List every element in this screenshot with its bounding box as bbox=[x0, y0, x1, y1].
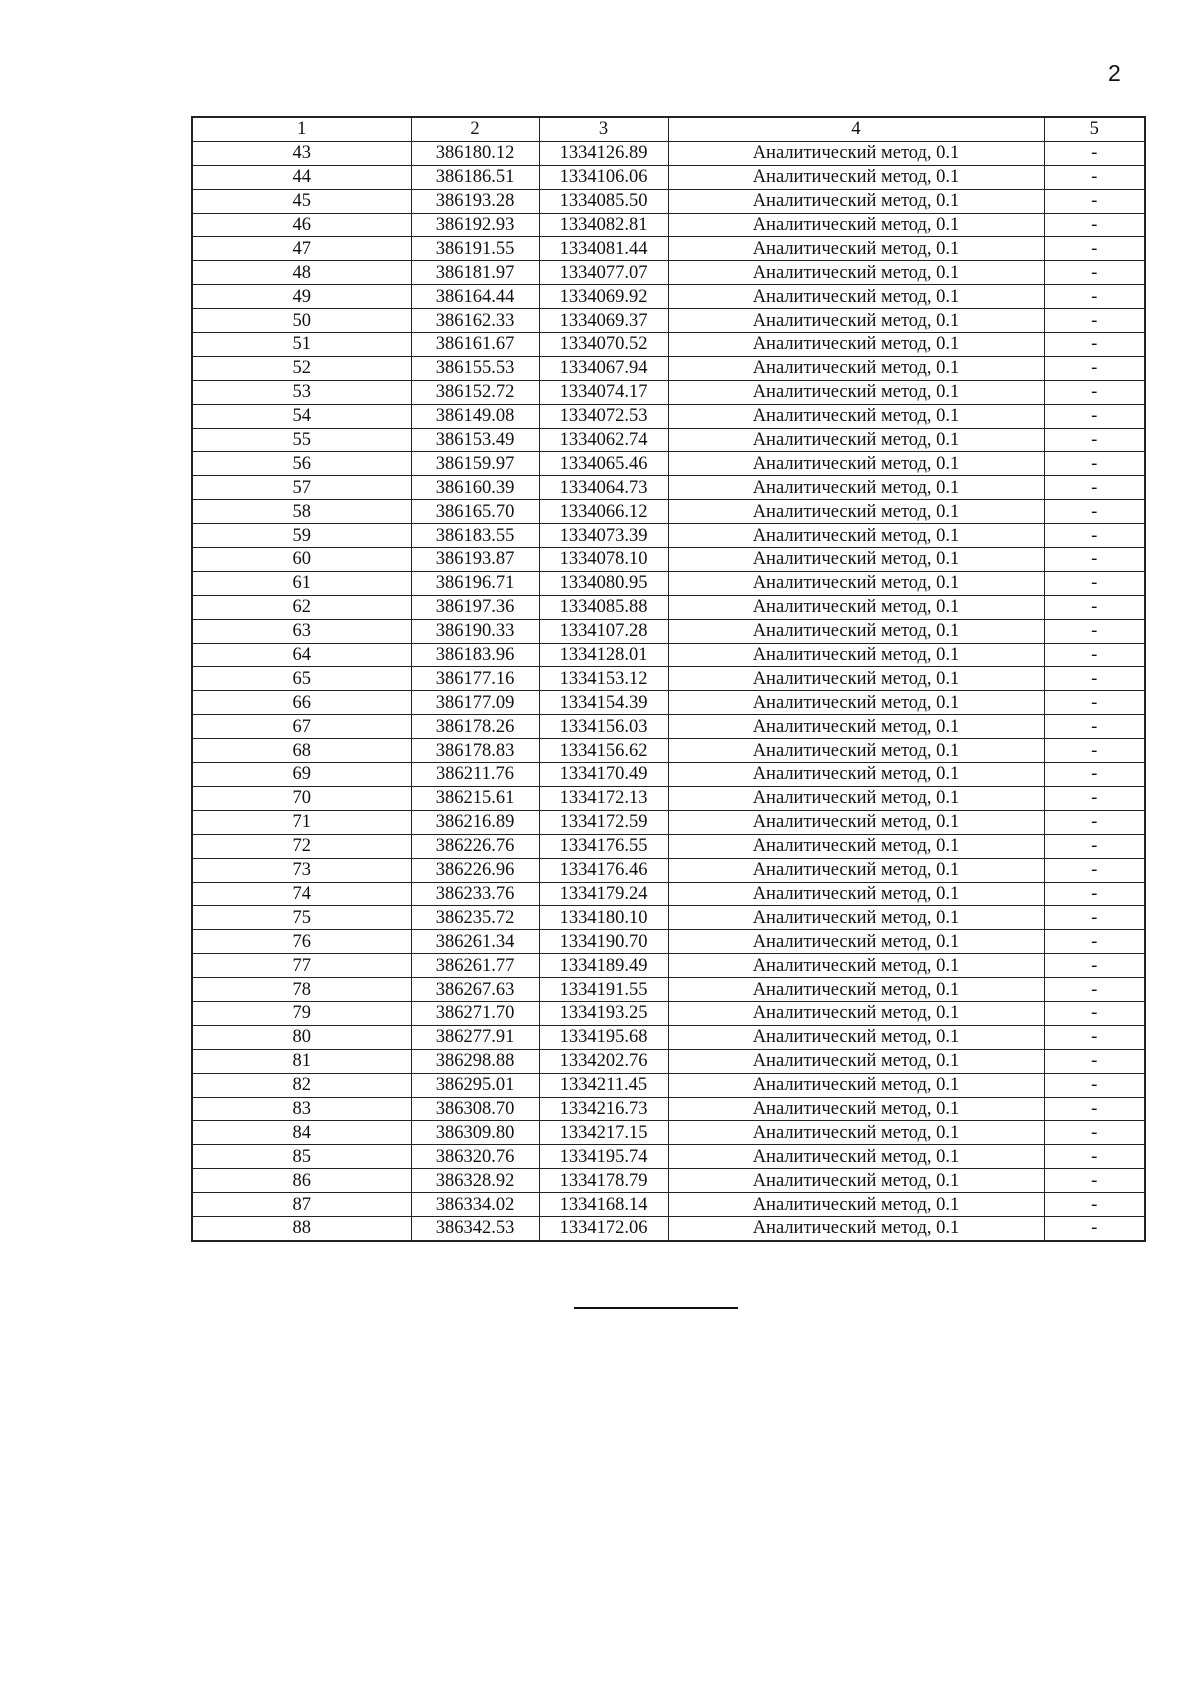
coordinates-table bbox=[191, 116, 1146, 1242]
note-cell: - bbox=[1044, 548, 1145, 572]
method-cell: Аналитический метод, 0.1 bbox=[668, 476, 1044, 500]
y-coordinate-cell: 1334074.17 bbox=[539, 380, 668, 404]
method-cell: Аналитический метод, 0.1 bbox=[668, 1025, 1044, 1049]
table-body bbox=[192, 141, 1145, 1240]
method-cell: Аналитический метод, 0.1 bbox=[668, 309, 1044, 333]
x-coordinate-cell: 386226.96 bbox=[411, 858, 539, 882]
point-number-cell: 79 bbox=[192, 1001, 411, 1025]
x-coordinate-cell: 386334.02 bbox=[411, 1193, 539, 1217]
y-coordinate-cell: 1334069.92 bbox=[539, 285, 668, 309]
x-coordinate-cell: 386197.36 bbox=[411, 595, 539, 619]
point-number-cell: 57 bbox=[192, 476, 411, 500]
table-row bbox=[192, 1097, 1145, 1121]
method-cell: Аналитический метод, 0.1 bbox=[668, 380, 1044, 404]
x-coordinate-cell: 386267.63 bbox=[411, 978, 539, 1002]
point-number-cell: 51 bbox=[192, 333, 411, 357]
note-cell: - bbox=[1044, 571, 1145, 595]
x-coordinate-cell: 386211.76 bbox=[411, 763, 539, 787]
point-number-cell: 88 bbox=[192, 1216, 411, 1240]
y-coordinate-cell: 1334195.68 bbox=[539, 1025, 668, 1049]
note-cell: - bbox=[1044, 333, 1145, 357]
y-coordinate-cell: 1334202.76 bbox=[539, 1049, 668, 1073]
note-cell: - bbox=[1044, 1145, 1145, 1169]
note-cell: - bbox=[1044, 476, 1145, 500]
table-header-row bbox=[192, 117, 1145, 141]
table-row bbox=[192, 548, 1145, 572]
table-row bbox=[192, 165, 1145, 189]
y-coordinate-cell: 1334156.62 bbox=[539, 739, 668, 763]
note-cell: - bbox=[1044, 500, 1145, 524]
x-coordinate-cell: 386155.53 bbox=[411, 356, 539, 380]
column-header-5: 5 bbox=[1044, 117, 1145, 141]
table-row bbox=[192, 763, 1145, 787]
x-coordinate-cell: 386181.97 bbox=[411, 261, 539, 285]
method-cell: Аналитический метод, 0.1 bbox=[668, 643, 1044, 667]
method-cell: Аналитический метод, 0.1 bbox=[668, 906, 1044, 930]
point-number-cell: 59 bbox=[192, 524, 411, 548]
table-row bbox=[192, 1049, 1145, 1073]
y-coordinate-cell: 1334072.53 bbox=[539, 404, 668, 428]
point-number-cell: 85 bbox=[192, 1145, 411, 1169]
y-coordinate-cell: 1334154.39 bbox=[539, 691, 668, 715]
method-cell: Аналитический метод, 0.1 bbox=[668, 1097, 1044, 1121]
column-header-3: 3 bbox=[539, 117, 668, 141]
table-row bbox=[192, 1121, 1145, 1145]
note-cell: - bbox=[1044, 1097, 1145, 1121]
y-coordinate-cell: 1334172.13 bbox=[539, 786, 668, 810]
method-cell: Аналитический метод, 0.1 bbox=[668, 524, 1044, 548]
x-coordinate-cell: 386192.93 bbox=[411, 213, 539, 237]
note-cell: - bbox=[1044, 739, 1145, 763]
method-cell: Аналитический метод, 0.1 bbox=[668, 1073, 1044, 1097]
table-row bbox=[192, 500, 1145, 524]
note-cell: - bbox=[1044, 1169, 1145, 1193]
y-coordinate-cell: 1334179.24 bbox=[539, 882, 668, 906]
table-row bbox=[192, 213, 1145, 237]
point-number-cell: 84 bbox=[192, 1121, 411, 1145]
table-row bbox=[192, 930, 1145, 954]
x-coordinate-cell: 386165.70 bbox=[411, 500, 539, 524]
x-coordinate-cell: 386183.55 bbox=[411, 524, 539, 548]
point-number-cell: 43 bbox=[192, 141, 411, 165]
point-number-cell: 50 bbox=[192, 309, 411, 333]
point-number-cell: 47 bbox=[192, 237, 411, 261]
note-cell: - bbox=[1044, 428, 1145, 452]
table-row bbox=[192, 1216, 1145, 1240]
point-number-cell: 70 bbox=[192, 786, 411, 810]
table-row bbox=[192, 595, 1145, 619]
point-number-cell: 74 bbox=[192, 882, 411, 906]
method-cell: Аналитический метод, 0.1 bbox=[668, 1121, 1044, 1145]
note-cell: - bbox=[1044, 834, 1145, 858]
note-cell: - bbox=[1044, 1121, 1145, 1145]
point-number-cell: 65 bbox=[192, 667, 411, 691]
method-cell: Аналитический метод, 0.1 bbox=[668, 1049, 1044, 1073]
table-row bbox=[192, 285, 1145, 309]
y-coordinate-cell: 1334106.06 bbox=[539, 165, 668, 189]
x-coordinate-cell: 386178.83 bbox=[411, 739, 539, 763]
page-number: 2 bbox=[1108, 60, 1121, 86]
method-cell: Аналитический метод, 0.1 bbox=[668, 763, 1044, 787]
table-row bbox=[192, 643, 1145, 667]
point-number-cell: 45 bbox=[192, 189, 411, 213]
point-number-cell: 66 bbox=[192, 691, 411, 715]
point-number-cell: 44 bbox=[192, 165, 411, 189]
point-number-cell: 86 bbox=[192, 1169, 411, 1193]
x-coordinate-cell: 386191.55 bbox=[411, 237, 539, 261]
method-cell: Аналитический метод, 0.1 bbox=[668, 978, 1044, 1002]
x-coordinate-cell: 386328.92 bbox=[411, 1169, 539, 1193]
y-coordinate-cell: 1334064.73 bbox=[539, 476, 668, 500]
point-number-cell: 77 bbox=[192, 954, 411, 978]
point-number-cell: 61 bbox=[192, 571, 411, 595]
note-cell: - bbox=[1044, 309, 1145, 333]
point-number-cell: 68 bbox=[192, 739, 411, 763]
y-coordinate-cell: 1334195.74 bbox=[539, 1145, 668, 1169]
x-coordinate-cell: 386216.89 bbox=[411, 810, 539, 834]
point-number-cell: 72 bbox=[192, 834, 411, 858]
y-coordinate-cell: 1334126.89 bbox=[539, 141, 668, 165]
point-number-cell: 62 bbox=[192, 595, 411, 619]
point-number-cell: 52 bbox=[192, 356, 411, 380]
y-coordinate-cell: 1334211.45 bbox=[539, 1073, 668, 1097]
table-row bbox=[192, 667, 1145, 691]
method-cell: Аналитический метод, 0.1 bbox=[668, 1193, 1044, 1217]
note-cell: - bbox=[1044, 189, 1145, 213]
table-row bbox=[192, 356, 1145, 380]
note-cell: - bbox=[1044, 1073, 1145, 1097]
table-row bbox=[192, 739, 1145, 763]
method-cell: Аналитический метод, 0.1 bbox=[668, 834, 1044, 858]
y-coordinate-cell: 1334077.07 bbox=[539, 261, 668, 285]
note-cell: - bbox=[1044, 1193, 1145, 1217]
method-cell: Аналитический метод, 0.1 bbox=[668, 548, 1044, 572]
x-coordinate-cell: 386186.51 bbox=[411, 165, 539, 189]
note-cell: - bbox=[1044, 261, 1145, 285]
point-number-cell: 78 bbox=[192, 978, 411, 1002]
note-cell: - bbox=[1044, 619, 1145, 643]
method-cell: Аналитический метод, 0.1 bbox=[668, 954, 1044, 978]
note-cell: - bbox=[1044, 858, 1145, 882]
point-number-cell: 53 bbox=[192, 380, 411, 404]
point-number-cell: 76 bbox=[192, 930, 411, 954]
x-coordinate-cell: 386342.53 bbox=[411, 1216, 539, 1240]
point-number-cell: 82 bbox=[192, 1073, 411, 1097]
x-coordinate-cell: 386298.88 bbox=[411, 1049, 539, 1073]
method-cell: Аналитический метод, 0.1 bbox=[668, 715, 1044, 739]
x-coordinate-cell: 386233.76 bbox=[411, 882, 539, 906]
method-cell: Аналитический метод, 0.1 bbox=[668, 428, 1044, 452]
y-coordinate-cell: 1334107.28 bbox=[539, 619, 668, 643]
table-row bbox=[192, 691, 1145, 715]
y-coordinate-cell: 1334085.50 bbox=[539, 189, 668, 213]
y-coordinate-cell: 1334189.49 bbox=[539, 954, 668, 978]
y-coordinate-cell: 1334128.01 bbox=[539, 643, 668, 667]
y-coordinate-cell: 1334153.12 bbox=[539, 667, 668, 691]
table-row bbox=[192, 333, 1145, 357]
table-row bbox=[192, 1073, 1145, 1097]
table-row bbox=[192, 428, 1145, 452]
point-number-cell: 69 bbox=[192, 763, 411, 787]
x-coordinate-cell: 386178.26 bbox=[411, 715, 539, 739]
point-number-cell: 83 bbox=[192, 1097, 411, 1121]
method-cell: Аналитический метод, 0.1 bbox=[668, 500, 1044, 524]
x-coordinate-cell: 386309.80 bbox=[411, 1121, 539, 1145]
method-cell: Аналитический метод, 0.1 bbox=[668, 213, 1044, 237]
method-cell: Аналитический метод, 0.1 bbox=[668, 356, 1044, 380]
note-cell: - bbox=[1044, 1216, 1145, 1240]
method-cell: Аналитический метод, 0.1 bbox=[668, 189, 1044, 213]
note-cell: - bbox=[1044, 404, 1145, 428]
table-row bbox=[192, 261, 1145, 285]
note-cell: - bbox=[1044, 1001, 1145, 1025]
y-coordinate-cell: 1334067.94 bbox=[539, 356, 668, 380]
x-coordinate-cell: 386320.76 bbox=[411, 1145, 539, 1169]
point-number-cell: 49 bbox=[192, 285, 411, 309]
note-cell: - bbox=[1044, 978, 1145, 1002]
y-coordinate-cell: 1334191.55 bbox=[539, 978, 668, 1002]
table-row bbox=[192, 882, 1145, 906]
y-coordinate-cell: 1334217.15 bbox=[539, 1121, 668, 1145]
method-cell: Аналитический метод, 0.1 bbox=[668, 165, 1044, 189]
y-coordinate-cell: 1334081.44 bbox=[539, 237, 668, 261]
y-coordinate-cell: 1334065.46 bbox=[539, 452, 668, 476]
y-coordinate-cell: 1334070.52 bbox=[539, 333, 668, 357]
y-coordinate-cell: 1334082.81 bbox=[539, 213, 668, 237]
point-number-cell: 56 bbox=[192, 452, 411, 476]
table-row bbox=[192, 189, 1145, 213]
table-row bbox=[192, 141, 1145, 165]
method-cell: Аналитический метод, 0.1 bbox=[668, 786, 1044, 810]
x-coordinate-cell: 386196.71 bbox=[411, 571, 539, 595]
x-coordinate-cell: 386164.44 bbox=[411, 285, 539, 309]
note-cell: - bbox=[1044, 165, 1145, 189]
table-row bbox=[192, 715, 1145, 739]
note-cell: - bbox=[1044, 524, 1145, 548]
note-cell: - bbox=[1044, 141, 1145, 165]
x-coordinate-cell: 386180.12 bbox=[411, 141, 539, 165]
method-cell: Аналитический метод, 0.1 bbox=[668, 404, 1044, 428]
point-number-cell: 48 bbox=[192, 261, 411, 285]
table-row bbox=[192, 524, 1145, 548]
table-row bbox=[192, 786, 1145, 810]
y-coordinate-cell: 1334168.14 bbox=[539, 1193, 668, 1217]
table-row bbox=[192, 954, 1145, 978]
y-coordinate-cell: 1334066.12 bbox=[539, 500, 668, 524]
x-coordinate-cell: 386183.96 bbox=[411, 643, 539, 667]
point-number-cell: 60 bbox=[192, 548, 411, 572]
y-coordinate-cell: 1334193.25 bbox=[539, 1001, 668, 1025]
x-coordinate-cell: 386295.01 bbox=[411, 1073, 539, 1097]
method-cell: Аналитический метод, 0.1 bbox=[668, 141, 1044, 165]
method-cell: Аналитический метод, 0.1 bbox=[668, 739, 1044, 763]
method-cell: Аналитический метод, 0.1 bbox=[668, 1216, 1044, 1240]
method-cell: Аналитический метод, 0.1 bbox=[668, 452, 1044, 476]
method-cell: Аналитический метод, 0.1 bbox=[668, 691, 1044, 715]
point-number-cell: 71 bbox=[192, 810, 411, 834]
point-number-cell: 63 bbox=[192, 619, 411, 643]
y-coordinate-cell: 1334216.73 bbox=[539, 1097, 668, 1121]
method-cell: Аналитический метод, 0.1 bbox=[668, 667, 1044, 691]
column-header-2: 2 bbox=[411, 117, 539, 141]
table-row bbox=[192, 309, 1145, 333]
y-coordinate-cell: 1334078.10 bbox=[539, 548, 668, 572]
note-cell: - bbox=[1044, 786, 1145, 810]
x-coordinate-cell: 386261.77 bbox=[411, 954, 539, 978]
x-coordinate-cell: 386190.33 bbox=[411, 619, 539, 643]
table-row bbox=[192, 237, 1145, 261]
method-cell: Аналитический метод, 0.1 bbox=[668, 1145, 1044, 1169]
table-row bbox=[192, 404, 1145, 428]
table-row bbox=[192, 1001, 1145, 1025]
point-number-cell: 58 bbox=[192, 500, 411, 524]
point-number-cell: 81 bbox=[192, 1049, 411, 1073]
method-cell: Аналитический метод, 0.1 bbox=[668, 261, 1044, 285]
point-number-cell: 80 bbox=[192, 1025, 411, 1049]
method-cell: Аналитический метод, 0.1 bbox=[668, 571, 1044, 595]
x-coordinate-cell: 386226.76 bbox=[411, 834, 539, 858]
x-coordinate-cell: 386162.33 bbox=[411, 309, 539, 333]
x-coordinate-cell: 386215.61 bbox=[411, 786, 539, 810]
x-coordinate-cell: 386149.08 bbox=[411, 404, 539, 428]
note-cell: - bbox=[1044, 285, 1145, 309]
note-cell: - bbox=[1044, 237, 1145, 261]
note-cell: - bbox=[1044, 380, 1145, 404]
y-coordinate-cell: 1334176.55 bbox=[539, 834, 668, 858]
note-cell: - bbox=[1044, 882, 1145, 906]
note-cell: - bbox=[1044, 1025, 1145, 1049]
note-cell: - bbox=[1044, 954, 1145, 978]
table-row bbox=[192, 1193, 1145, 1217]
point-number-cell: 46 bbox=[192, 213, 411, 237]
y-coordinate-cell: 1334085.88 bbox=[539, 595, 668, 619]
method-cell: Аналитический метод, 0.1 bbox=[668, 333, 1044, 357]
table-row bbox=[192, 571, 1145, 595]
y-coordinate-cell: 1334156.03 bbox=[539, 715, 668, 739]
x-coordinate-cell: 386271.70 bbox=[411, 1001, 539, 1025]
x-coordinate-cell: 386235.72 bbox=[411, 906, 539, 930]
table-row bbox=[192, 619, 1145, 643]
note-cell: - bbox=[1044, 1049, 1145, 1073]
point-number-cell: 87 bbox=[192, 1193, 411, 1217]
method-cell: Аналитический метод, 0.1 bbox=[668, 858, 1044, 882]
table-row bbox=[192, 978, 1145, 1002]
note-cell: - bbox=[1044, 763, 1145, 787]
y-coordinate-cell: 1334073.39 bbox=[539, 524, 668, 548]
note-cell: - bbox=[1044, 691, 1145, 715]
method-cell: Аналитический метод, 0.1 bbox=[668, 285, 1044, 309]
x-coordinate-cell: 386161.67 bbox=[411, 333, 539, 357]
method-cell: Аналитический метод, 0.1 bbox=[668, 930, 1044, 954]
x-coordinate-cell: 386193.87 bbox=[411, 548, 539, 572]
note-cell: - bbox=[1044, 810, 1145, 834]
table-row bbox=[192, 810, 1145, 834]
table-row bbox=[192, 1169, 1145, 1193]
y-coordinate-cell: 1334176.46 bbox=[539, 858, 668, 882]
y-coordinate-cell: 1334180.10 bbox=[539, 906, 668, 930]
table-row bbox=[192, 380, 1145, 404]
method-cell: Аналитический метод, 0.1 bbox=[668, 810, 1044, 834]
y-coordinate-cell: 1334178.79 bbox=[539, 1169, 668, 1193]
note-cell: - bbox=[1044, 667, 1145, 691]
note-cell: - bbox=[1044, 906, 1145, 930]
table-row bbox=[192, 858, 1145, 882]
y-coordinate-cell: 1334062.74 bbox=[539, 428, 668, 452]
y-coordinate-cell: 1334170.49 bbox=[539, 763, 668, 787]
method-cell: Аналитический метод, 0.1 bbox=[668, 1001, 1044, 1025]
table-row bbox=[192, 476, 1145, 500]
x-coordinate-cell: 386152.72 bbox=[411, 380, 539, 404]
note-cell: - bbox=[1044, 930, 1145, 954]
note-cell: - bbox=[1044, 643, 1145, 667]
x-coordinate-cell: 386277.91 bbox=[411, 1025, 539, 1049]
method-cell: Аналитический метод, 0.1 bbox=[668, 882, 1044, 906]
x-coordinate-cell: 386159.97 bbox=[411, 452, 539, 476]
x-coordinate-cell: 386193.28 bbox=[411, 189, 539, 213]
note-cell: - bbox=[1044, 452, 1145, 476]
method-cell: Аналитический метод, 0.1 bbox=[668, 1169, 1044, 1193]
method-cell: Аналитический метод, 0.1 bbox=[668, 595, 1044, 619]
table-row bbox=[192, 834, 1145, 858]
note-cell: - bbox=[1044, 356, 1145, 380]
point-number-cell: 67 bbox=[192, 715, 411, 739]
column-header-4: 4 bbox=[668, 117, 1044, 141]
point-number-cell: 73 bbox=[192, 858, 411, 882]
point-number-cell: 55 bbox=[192, 428, 411, 452]
note-cell: - bbox=[1044, 595, 1145, 619]
x-coordinate-cell: 386177.09 bbox=[411, 691, 539, 715]
closing-rule bbox=[574, 1307, 738, 1309]
method-cell: Аналитический метод, 0.1 bbox=[668, 619, 1044, 643]
y-coordinate-cell: 1334069.37 bbox=[539, 309, 668, 333]
y-coordinate-cell: 1334172.06 bbox=[539, 1216, 668, 1240]
table-row bbox=[192, 906, 1145, 930]
table-row bbox=[192, 1145, 1145, 1169]
point-number-cell: 64 bbox=[192, 643, 411, 667]
y-coordinate-cell: 1334190.70 bbox=[539, 930, 668, 954]
x-coordinate-cell: 386177.16 bbox=[411, 667, 539, 691]
x-coordinate-cell: 386308.70 bbox=[411, 1097, 539, 1121]
point-number-cell: 75 bbox=[192, 906, 411, 930]
note-cell: - bbox=[1044, 715, 1145, 739]
x-coordinate-cell: 386261.34 bbox=[411, 930, 539, 954]
table-row bbox=[192, 1025, 1145, 1049]
note-cell: - bbox=[1044, 213, 1145, 237]
y-coordinate-cell: 1334080.95 bbox=[539, 571, 668, 595]
x-coordinate-cell: 386153.49 bbox=[411, 428, 539, 452]
point-number-cell: 54 bbox=[192, 404, 411, 428]
x-coordinate-cell: 386160.39 bbox=[411, 476, 539, 500]
method-cell: Аналитический метод, 0.1 bbox=[668, 237, 1044, 261]
y-coordinate-cell: 1334172.59 bbox=[539, 810, 668, 834]
column-header-1: 1 bbox=[192, 117, 411, 141]
table-row bbox=[192, 452, 1145, 476]
